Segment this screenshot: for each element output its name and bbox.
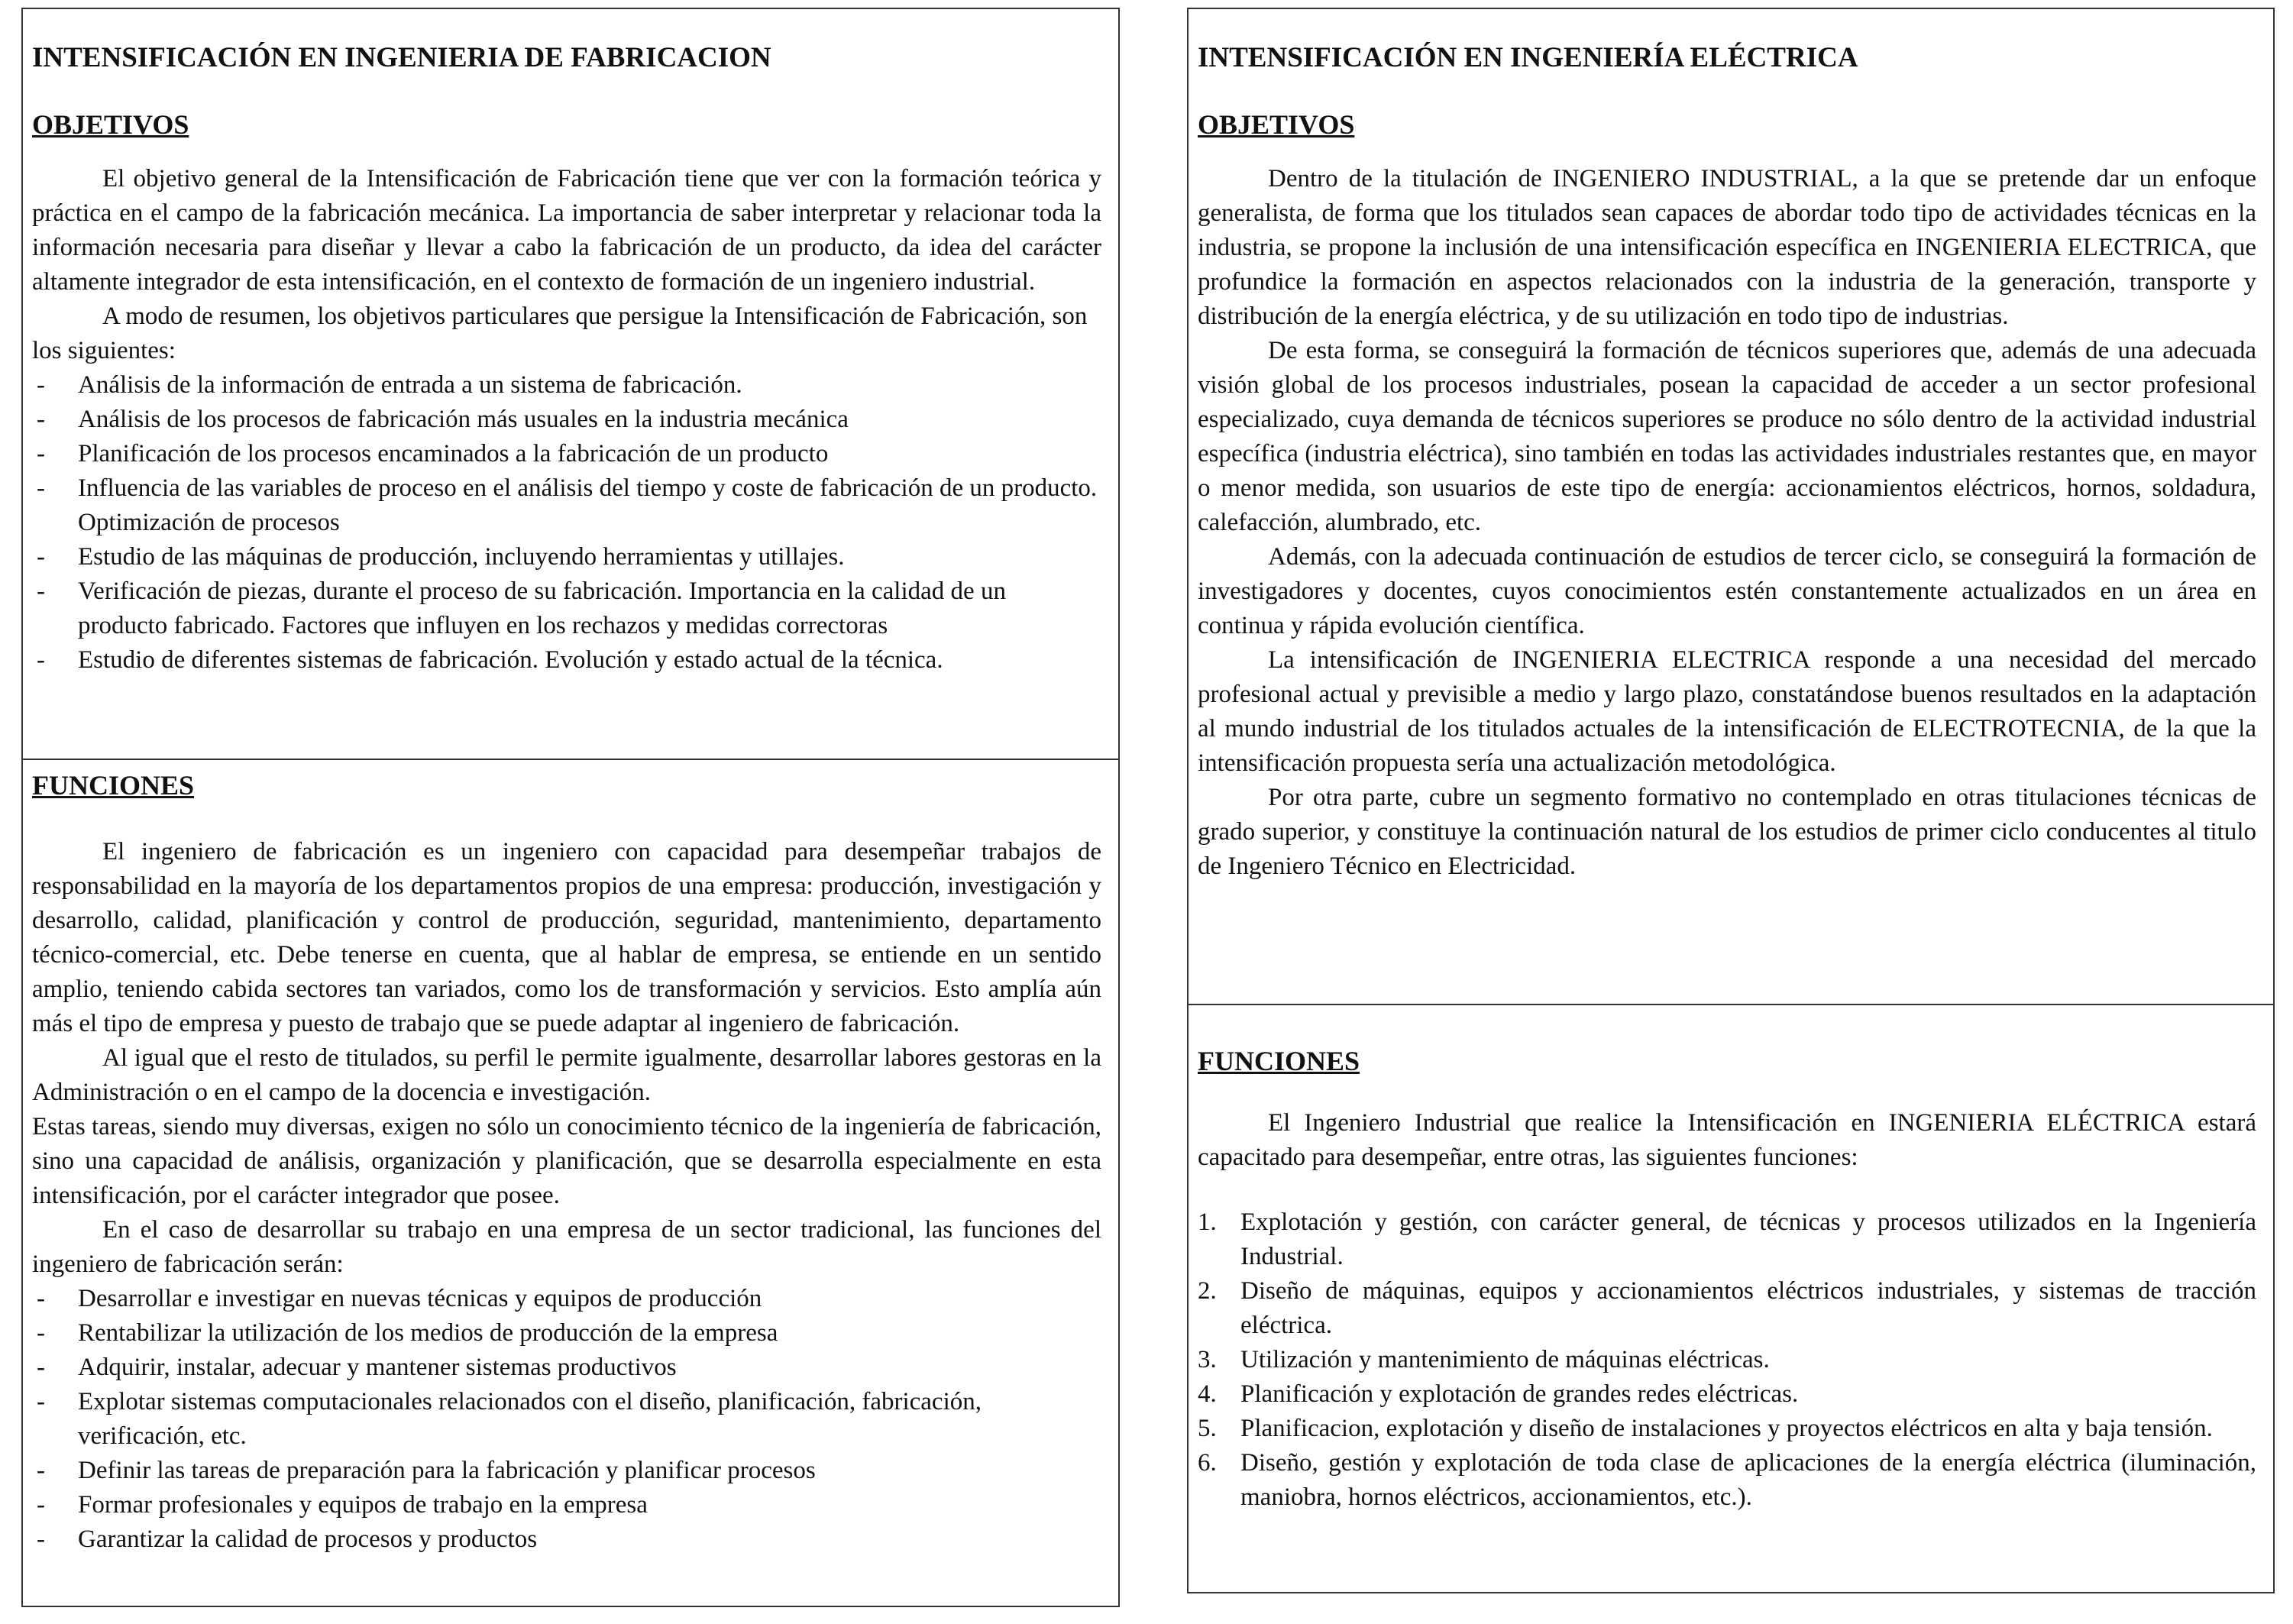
list-item	[1198, 1274, 2256, 1343]
list-item	[1198, 1205, 2256, 1274]
electrica-funciones-intro: El Ingeniero Industrial que realice la Intensificación en INGENIERIA ELÉCTRICA estará capacitado para desempeñar, entre otras, las siguientes funciones:	[1198, 1109, 2256, 1171]
list-item: - Estudio de las máquinas de producción, incluyendo herramientas y utillajes.	[32, 540, 1101, 574]
electrica-objetivos-paragraph: De esta forma, se conseguirá la formación de técnicos superiores que, además de una adecuada visión global de los procesos industriales, posean la capacidad de acceder a un sector profesional especializado, cuya demanda de técnicos superiores se produce no sólo dentro de la actividad industrial específica (industria eléctrica), sino también en todas las actividades industriales restantes que, en mayor o menor medida, son usuarios de este tipo de energía: accionamientos eléctricos, hornos, soldadura, calefacción, alumbrado, etc.	[1198, 337, 2256, 536]
electrica-column	[1187, 8, 2275, 1593]
list-number: 5.	[1198, 1415, 1217, 1442]
electrica-objetivos-box	[1187, 8, 2275, 1005]
fabricacion-objetivos-heading: OBJETIVOS	[32, 109, 189, 140]
fabricacion-funciones-paragraph: En el caso de desarrollar su trabajo en una empresa de un sector tradicional, las funciones del ingeniero de fabricación serán:	[32, 1216, 1101, 1278]
list-text: Planificación y explotación de grandes redes eléctricas.	[1240, 1380, 1799, 1408]
list-item: - Verificación de piezas, durante el proceso de su fabricación. Importancia en la calidad de un producto fabricado. Factores que influyen en los rechazos y medidas correctoras	[32, 574, 1101, 643]
list-item	[1198, 1377, 2256, 1412]
fabricacion-objetivos-list	[32, 368, 1101, 678]
list-item: - Formar profesionales y equipos de trabajo en la empresa	[32, 1488, 1101, 1522]
list-item: - Estudio de diferentes sistemas de fabricación. Evolución y estado actual de la técnica.	[32, 643, 1101, 678]
fabricacion-funciones-heading: FUNCIONES	[32, 770, 195, 801]
list-item: - Análisis de la información de entrada a un sistema de fabricación.	[32, 368, 1101, 403]
list-item: - Garantizar la calidad de procesos y productos	[32, 1522, 1101, 1557]
fabricacion-funciones-box	[21, 760, 1120, 1607]
list-number: 1.	[1198, 1208, 1217, 1236]
list-text: Planificacion, explotación y diseño de instalaciones y proyectos eléctricos en alta y baja tensión.	[1240, 1415, 2213, 1442]
fabricacion-funciones-paragraph: Estas tareas, siendo muy diversas, exigen no sólo un conocimiento técnico de la ingeniería de fabricación, sino una capacidad de análisis, organización y planificación, que se desarrolla especialmente en esta intensificación, por el carácter integrador que posee.	[32, 1113, 1101, 1209]
list-item	[1198, 1412, 2256, 1446]
list-number: 3.	[1198, 1346, 1217, 1373]
fabricacion-funciones-paragraph: Al igual que el resto de titulados, su perfil le permite igualmente, desarrollar labores gestoras en la Administración o en el campo de la docencia e investigación.	[32, 1044, 1101, 1106]
electrica-title: INTENSIFICACIÓN EN INGENIERÍA ELÉCTRICA	[1198, 42, 1858, 73]
list-item: - Rentabilizar la utilización de los medios de producción de la empresa	[32, 1316, 1101, 1351]
list-number: 6.	[1198, 1449, 1217, 1477]
list-item: - Definir las tareas de preparación para la fabricación y planificar procesos	[32, 1454, 1101, 1488]
list-item	[1198, 1343, 2256, 1377]
list-number: 2.	[1198, 1277, 1217, 1305]
list-text: Explotación y gestión, con carácter general, de técnicas y procesos utilizados en la Ingeniería Industrial.	[1240, 1208, 2256, 1270]
electrica-funciones-list	[1198, 1205, 2256, 1515]
fabricacion-column	[21, 8, 1120, 1607]
list-item: - Planificación de los procesos encaminados a la fabricación de un producto	[32, 437, 1101, 471]
list-item: - Adquirir, instalar, adecuar y mantener sistemas productivos	[32, 1351, 1101, 1385]
list-item: - Explotar sistemas computacionales relacionados con el diseño, planificación, fabricación, verificación, etc.	[32, 1385, 1101, 1454]
list-item: - Desarrollar e investigar en nuevas técnicas y equipos de producción	[32, 1282, 1101, 1316]
list-text: Diseño, gestión y explotación de toda clase de aplicaciones de la energía eléctrica (iluminación, maniobra, hornos eléctricos, accionamientos, etc.).	[1240, 1449, 2256, 1511]
list-text: Utilización y mantenimiento de máquinas eléctricas.	[1240, 1346, 1770, 1373]
list-item	[1198, 1446, 2256, 1515]
fabricacion-funciones-list	[32, 1282, 1101, 1557]
electrica-objetivos-paragraph: Además, con la adecuada continuación de estudios de tercer ciclo, se conseguirá la formación de investigadores y docentes, cuyos conocimientos estén constantemente actualizados en un área en continua y rápida evolución científica.	[1198, 543, 2256, 639]
electrica-funciones-box	[1187, 1005, 2275, 1593]
list-item: - Influencia de las variables de proceso en el análisis del tiempo y coste de fabricación de un producto. Optimización de procesos	[32, 471, 1101, 540]
electrica-objetivos-paragraph: Por otra parte, cubre un segmento formativo no contemplado en otras titulaciones técnicas de grado superior, y constituye la continuación natural de los estudios de primer ciclo conducentes al titulo de Ingeniero Técnico en Electricidad.	[1198, 784, 2256, 880]
fabricacion-objetivos-paragraph: A modo de resumen, los objetivos particulares que persigue la Intensificación de Fabricación, son los siguientes:	[32, 302, 1088, 364]
list-text: Diseño de máquinas, equipos y accionamientos eléctricos industriales, y sistemas de tracción eléctrica.	[1240, 1277, 2256, 1339]
list-item: - Análisis de los procesos de fabricación más usuales en la industria mecánica	[32, 403, 1101, 437]
fabricacion-objetivos-paragraph: El objetivo general de la Intensificación de Fabricación tiene que ver con la formación teórica y práctica en el campo de la fabricación mecánica. La importancia de saber interpretar y relacionar toda la información necesaria para diseñar y llevar a cabo la fabricación de un producto, da idea del carácter altamente integrador de esta intensificación, en el contexto de formación de un ingeniero industrial.	[32, 165, 1101, 296]
electrica-funciones-heading: FUNCIONES	[1198, 1046, 1360, 1076]
electrica-objetivos-heading: OBJETIVOS	[1198, 109, 1355, 140]
list-number: 4.	[1198, 1380, 1217, 1408]
electrica-objetivos-paragraph: Dentro de la titulación de INGENIERO INDUSTRIAL, a la que se pretende dar un enfoque generalista, de forma que los titulados sean capaces de abordar todo tipo de actividades técnicas en la industria, se propone la inclusión de una intensificación específica en INGENIERIA ELECTRICA, que profundice la formación en aspectos relacionados con la industria de la generación, transporte y distribución de la energía eléctrica, y de su utilización en todo tipo de industrias.	[1198, 165, 2256, 330]
electrica-objetivos-paragraph: La intensificación de INGENIERIA ELECTRICA responde a una necesidad del mercado profesional actual y previsible a medio y largo plazo, constatándose buenos resultados en la adaptación al mundo industrial de los titulados actuales de la intensificación de ELECTROTECNIA, de la que la intensificación propuesta sería una actualización metodológica.	[1198, 646, 2256, 777]
fabricacion-title: INTENSIFICACIÓN EN INGENIERIA DE FABRICACION	[32, 42, 771, 73]
fabricacion-objetivos-box	[21, 8, 1120, 760]
fabricacion-funciones-paragraph: El ingeniero de fabricación es un ingeniero con capacidad para desempeñar trabajos de responsabilidad en la mayoría de los departamentos propios de una empresa: producción, investigación y desarrollo, calidad, planificación y control de producción, seguridad, mantenimiento, departamento técnico-comercial, etc. Debe tenerse en cuenta, que al hablar de empresa, se entiende en un sentido amplio, teniendo cabida sectores tan variados, como los de transformación y servicios. Esto amplía aún más el tipo de empresa y puesto de trabajo que se puede adaptar al ingeniero de fabricación.	[32, 838, 1101, 1037]
